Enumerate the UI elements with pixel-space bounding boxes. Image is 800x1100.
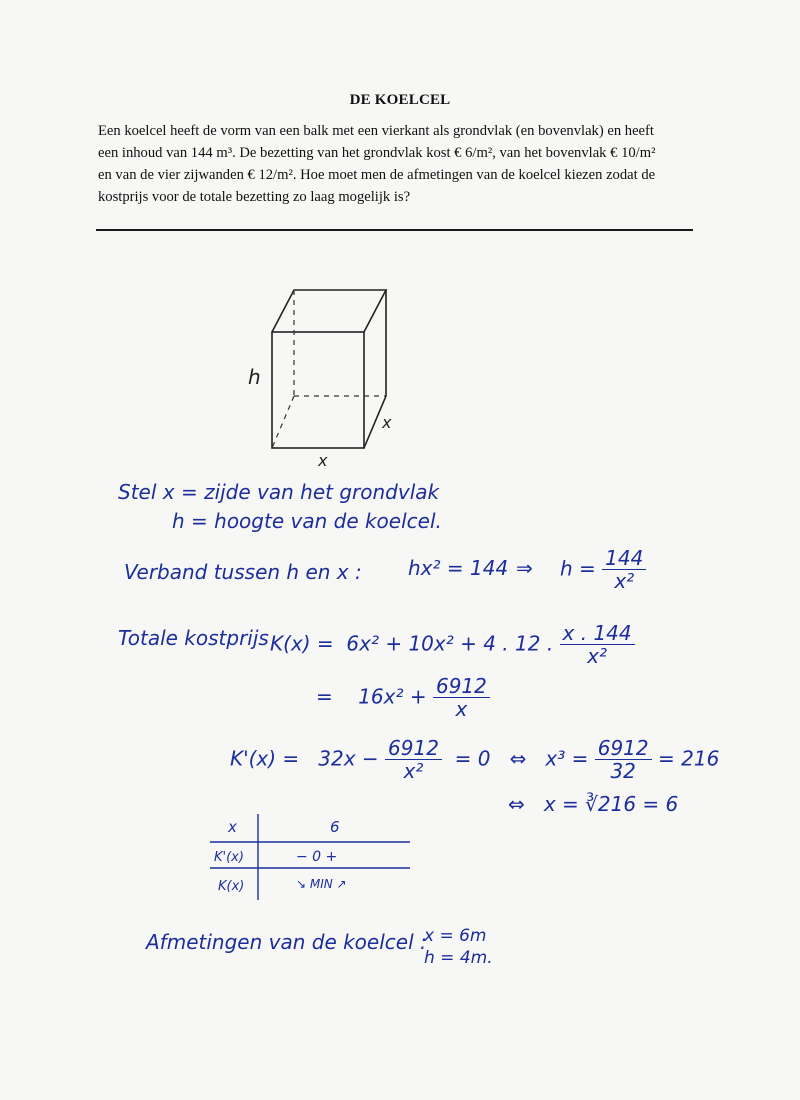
stel-line-1: Stel x = zijde van het grondvlak [118,480,440,504]
sign-table [200,812,420,904]
sign-table-row2-label: K(x) [218,879,245,894]
problem-line: en van de vier zijwanden € 12/m². Hoe moet men de afmetingen van de koelcel kiezen zodat de [98,167,656,183]
eq2-fraction [433,676,490,720]
deriv-term: 32x − [318,746,379,771]
h-fraction-num: 144 [602,548,646,570]
root-expression: x = ∛216 = 6 [543,792,679,816]
simplified-expression [316,676,490,720]
k-fraction-den: x² [587,644,608,668]
cube-label-x-bottom: x [318,451,328,470]
deriv-fraction-den: x² [403,759,424,783]
cube-front-face [272,332,364,448]
h-formula [560,548,646,592]
verband-equation: hx² = 144 [408,556,509,580]
k-fraction-num: x . 144 [560,623,635,645]
problem-statement [98,120,698,208]
equivalent-arrow: ⇔ [509,746,527,771]
stel-line-2: h = hoogte van de koelcel. [172,509,442,533]
x3-right: = 216 [658,746,720,771]
sign-table-header-val: 6 [330,818,340,836]
result-x: x = 6m [424,926,487,946]
deriv-left: K'(x) = [230,746,300,771]
sign-table-row1-label: K'(x) [214,850,244,865]
cube-label-x-depth: x [382,413,392,432]
deriv-fraction [385,738,442,782]
eq2-fraction-den: x [455,697,468,721]
h-fraction-den: x² [614,569,635,593]
x3-fraction-den: 32 [610,759,636,783]
implies-arrow: ⇒ [516,556,533,580]
k-fraction [560,623,635,667]
eq2-term: 16x² + [358,684,427,709]
cube-label-h: h [248,365,261,389]
h-fraction [602,548,646,592]
sign-table-row2-vals: ↘ MIN ↗ [296,877,347,891]
cube-hidden-diagonal [272,396,294,448]
eq2-sign: = [316,684,333,709]
k-expression-mid: 6x² + 10x² + 4 . 12 . [346,631,554,656]
problem-line: Een koelcel heeft de vorm van een balk met een vierkant als grondvlak (en bovenvlak) en heeft [98,123,654,139]
root-arrow: ⇔ [508,792,525,816]
document-title: DE KOELCEL [349,92,451,108]
k-expression [270,623,635,667]
k-expression-left: K(x) = [270,631,334,656]
problem-line: kostprijs voor de totale bezetting zo laag mogelijk is? [98,189,411,205]
totale-label: Totale kostprijs [118,626,269,650]
verband-label: Verband tussen h en x : [124,560,362,584]
problem-line: een inhoud van 144 m³. De bezetting van het grondvlak kost € 6/m², van het bovenvlak € 10/m² [98,145,656,161]
separator-line [96,229,693,231]
cube-sketch [230,280,430,480]
x3-fraction-num: 6912 [595,738,652,760]
sign-table-row1-vals: − 0 + [296,849,338,865]
deriv-fraction-num: 6912 [385,738,442,760]
derivative-expression [230,738,719,782]
root-line [508,792,678,816]
h-formula-left: h = [560,556,596,581]
x3-left: x³ = [545,746,589,771]
eq2-fraction-num: 6912 [433,676,490,698]
x3-fraction [595,738,652,782]
result-h: h = 4m. [424,948,493,968]
afmetingen-label: Afmetingen van de koelcel : [146,930,427,954]
cube-top-edge [272,290,386,332]
sign-table-header-x: x [228,818,237,836]
deriv-eq0: = 0 [454,746,491,771]
